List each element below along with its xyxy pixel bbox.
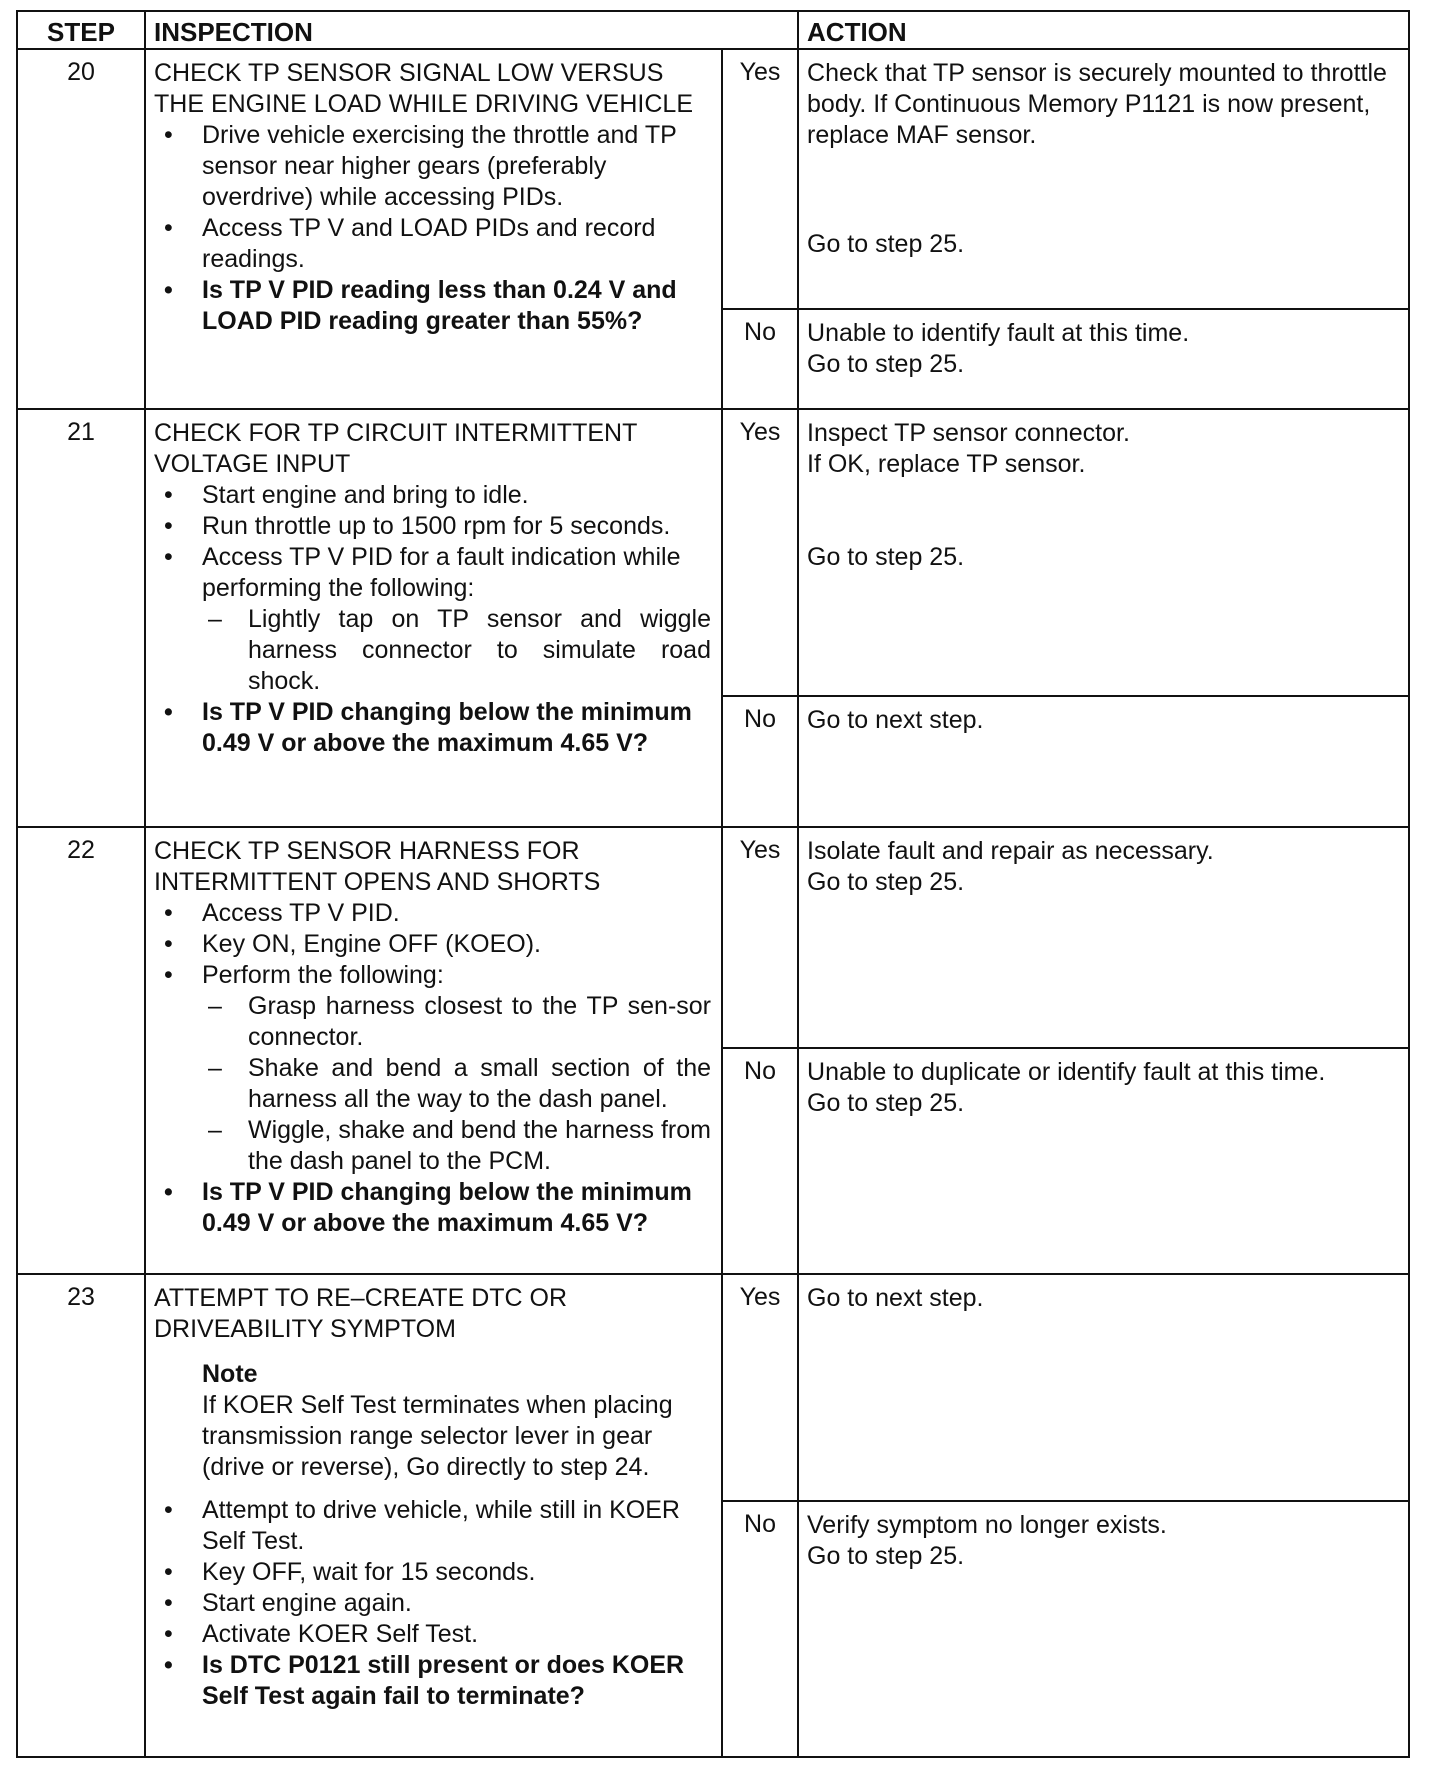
action-text: Check that TP sensor is securely mounted to throttle body. If Continuous Memory P1121 is now present, replace MAF sensor.	[807, 59, 1387, 149]
bullet-list	[154, 120, 711, 337]
action-no	[798, 696, 1409, 827]
no-label: No	[722, 1501, 798, 1757]
bullet-item: • Run throttle up to 1500 rpm for 5 seconds.	[154, 511, 711, 542]
bullet-list	[154, 1495, 711, 1712]
dash-item: – Lightly tap on TP sensor and wiggle harness connector to simulate road shock.	[202, 604, 711, 697]
goto-text: Go to step 25.	[807, 230, 965, 258]
note-block	[154, 1359, 711, 1483]
header-inspection: INSPECTION	[145, 11, 798, 49]
step-number: 20	[17, 49, 145, 409]
bullet-item: • Access TP V PID.	[154, 898, 711, 929]
question-item: • Is TP V PID changing below the minimum 0.49 V or above the maximum 4.65 V?	[154, 1177, 711, 1239]
dash-item: – Grasp harness closest to the TP sen-sor connector.	[202, 991, 711, 1053]
bullet-item	[154, 542, 711, 697]
question-item: • Is DTC P0121 still present or does KOER Self Test again fail to terminate?	[154, 1650, 711, 1712]
dash-item: – Shake and bend a small section of the harness all the way to the dash panel.	[202, 1053, 711, 1115]
dash-item: – Wiggle, shake and bend the harness from the dash panel to the PCM.	[202, 1115, 711, 1177]
goto-text: Go to step 25.	[807, 868, 965, 896]
bullet-item: • Drive vehicle exercising the throttle and TP sensor near higher gears (preferably overdrive) while accessing PIDs.	[154, 120, 711, 213]
bullet-list	[154, 480, 711, 759]
bullet-item: • Access TP V and LOAD PIDs and record readings.	[154, 213, 711, 275]
step-title: CHECK TP SENSOR SIGNAL LOW VERSUS THE ENGINE LOAD WHILE DRIVING VEHICLE	[154, 59, 693, 118]
action-line: Inspect TP sensor connector.	[807, 419, 1130, 447]
yes-label: Yes	[722, 49, 798, 309]
step-number: 23	[17, 1274, 145, 1757]
question-item: • Is TP V PID reading less than 0.24 V and LOAD PID reading greater than 55%?	[154, 275, 711, 337]
goto-text: Go to step 25.	[807, 350, 965, 378]
bullet-text: Perform the following:	[202, 961, 444, 989]
action-yes	[798, 409, 1409, 696]
bullet-item	[154, 960, 711, 1177]
inspection-cell	[145, 1274, 722, 1757]
note-label: Note	[202, 1360, 258, 1388]
step-title: ATTEMPT TO RE–CREATE DTC OR DRIVEABILITY SYMPTOM	[154, 1284, 568, 1343]
bullet-list	[154, 898, 711, 1239]
action-text: Go to next step.	[807, 1284, 984, 1312]
goto-text: Go to step 25.	[807, 543, 965, 571]
bullet-item: • Key OFF, wait for 15 seconds.	[154, 1557, 711, 1588]
step-title: CHECK TP SENSOR HARNESS FOR INTERMITTENT OPENS AND SHORTS	[154, 837, 601, 896]
header-step: STEP	[17, 11, 145, 49]
action-yes	[798, 49, 1409, 309]
question-item: • Is TP V PID changing below the minimum 0.49 V or above the maximum 4.65 V?	[154, 697, 711, 759]
inspection-cell	[145, 827, 722, 1274]
bullet-item: • Activate KOER Self Test.	[154, 1619, 711, 1650]
action-line: If OK, replace TP sensor.	[807, 450, 1086, 478]
bullet-item: • Key ON, Engine OFF (KOEO).	[154, 929, 711, 960]
bullet-text: Access TP V PID for a fault indication while performing the following:	[202, 543, 681, 602]
dash-list	[202, 604, 711, 697]
step-number: 21	[17, 409, 145, 827]
action-text: Unable to identify fault at this time.	[807, 319, 1190, 347]
yes-label: Yes	[722, 1274, 798, 1501]
action-yes	[798, 827, 1409, 1048]
inspection-cell	[145, 49, 722, 409]
action-text: Verify symptom no longer exists.	[807, 1511, 1167, 1539]
step-23-yes-row	[17, 1274, 1409, 1501]
action-no	[798, 1501, 1409, 1757]
bullet-item: • Attempt to drive vehicle, while still in KOER Self Test.	[154, 1495, 711, 1557]
no-label: No	[722, 1048, 798, 1274]
dash-list	[202, 991, 711, 1177]
step-title: CHECK FOR TP CIRCUIT INTERMITTENT VOLTAGE INPUT	[154, 419, 637, 478]
note-text: If KOER Self Test terminates when placing transmission range selector lever in gear (drive or reverse), Go directly to step 24.	[202, 1391, 673, 1481]
header-row	[17, 11, 1409, 49]
action-text: Isolate fault and repair as necessary.	[807, 837, 1214, 865]
goto-text: Go to step 25.	[807, 1542, 965, 1570]
step-22-yes-row	[17, 827, 1409, 1048]
no-label: No	[722, 309, 798, 409]
yes-label: Yes	[722, 827, 798, 1048]
step-20-yes-row	[17, 49, 1409, 309]
goto-text: Go to step 25.	[807, 1089, 965, 1117]
pinpoint-test-table	[16, 10, 1410, 1758]
action-yes	[798, 1274, 1409, 1501]
action-text: Unable to duplicate or identify fault at this time.	[807, 1058, 1326, 1086]
bullet-item: • Start engine again.	[154, 1588, 711, 1619]
step-21-yes-row	[17, 409, 1409, 696]
action-no	[798, 309, 1409, 409]
no-label: No	[722, 696, 798, 827]
action-text: Go to next step.	[807, 706, 984, 734]
header-action: ACTION	[798, 11, 1409, 49]
bullet-item: • Start engine and bring to idle.	[154, 480, 711, 511]
step-number: 22	[17, 827, 145, 1274]
yes-label: Yes	[722, 409, 798, 696]
action-no	[798, 1048, 1409, 1274]
inspection-cell	[145, 409, 722, 827]
